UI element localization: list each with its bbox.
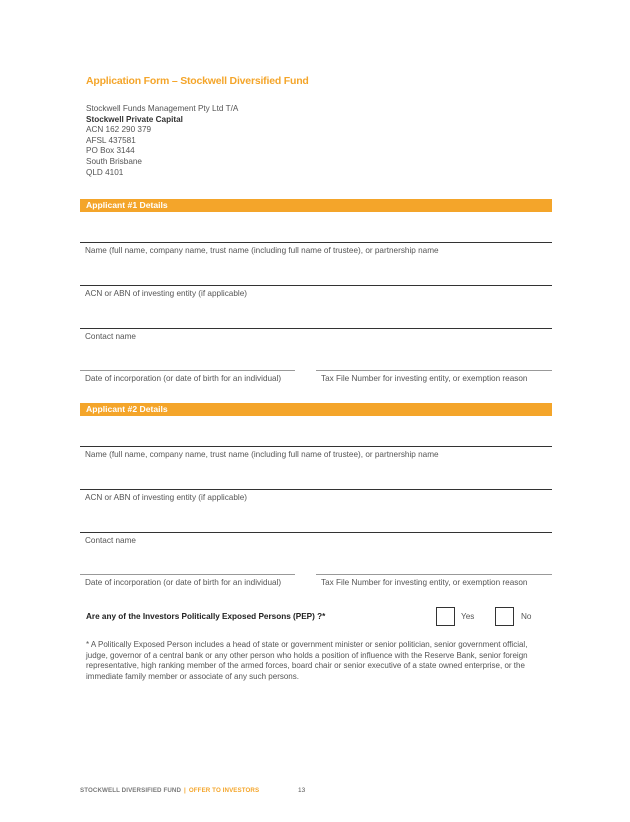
applicant-2-name-field[interactable] [80,446,552,477]
company-name: Stockwell Private Capital [86,114,183,124]
applicant-1-name-field[interactable] [80,242,552,273]
fund-address-block [86,104,238,178]
applicant-2-date-field[interactable] [80,574,295,593]
applicant-1-name-label: Name (full name, company name, trust name (including full name of trustee), or partnership name [85,246,439,255]
applicant-2-date-label: Date of incorporation (or date of birth for an individual) [85,578,282,587]
suburb: South Brisbane [86,156,142,166]
applicant-1-date-field[interactable] [80,370,295,389]
applicant-2-tfn-field[interactable] [316,574,552,593]
footer-separator: | [184,787,186,794]
afsl-number: AFSL 437581 [86,135,136,145]
footer-doc-name: OFFER TO INVESTORS [188,787,260,794]
pep-question: Are any of the Investors Politically Exposed Persons (PEP) ?* [86,612,326,621]
applicant-1-contact-field[interactable] [80,328,552,359]
form-title: Application Form – Stockwell Diversified Fund [86,75,309,87]
pep-yes-checkbox[interactable] [436,607,455,626]
applicant-2-acn-field[interactable] [80,489,552,520]
applicant-1-tfn-field[interactable] [316,370,552,389]
applicant-1-tfn-label: Tax File Number for investing entity, or exemption reason [321,374,528,383]
applicant-1-date-label: Date of incorporation (or date of birth for an individual) [85,374,282,383]
applicant-2-contact-field[interactable] [80,532,552,563]
pep-no-label: No [521,612,532,621]
applicant-2-name-label: Name (full name, company name, trust name (including full name of trustee), or partnership name [85,450,439,459]
applicant-1-contact-label: Contact name [85,332,136,341]
applicant-2-acn-label: ACN or ABN of investing entity (if applicable) [85,493,248,502]
applicant-2-contact-label: Contact name [85,536,136,545]
po-box: PO Box 3144 [86,146,135,156]
page-footer [80,787,259,794]
state-postcode: QLD 4101 [86,167,124,177]
acn-number: ACN 162 290 379 [86,125,152,135]
applicant-2-tfn-label: Tax File Number for investing entity, or exemption reason [321,578,528,587]
pep-yes-label: Yes [461,612,475,621]
applicant-1-acn-label: ACN or ABN of investing entity (if applicable) [85,289,248,298]
pep-no-checkbox[interactable] [495,607,514,626]
page-number: 13 [298,787,306,794]
applicant-1-heading: Applicant #1 Details [80,199,552,212]
pep-footnote: * A Politically Exposed Person includes a head of state or government minister or senior politician, senior government official, judge, governor of a central bank or any other person who holds a position of influence with the Reserve Bank, senior foreign representative, high ranking member of the armed forces, board chair or senior executive of a state owned enterprise, or the immediate family member or associate of any such persons. [86,640,528,681]
applicant-1-acn-field[interactable] [80,285,552,316]
address-line-1: Stockwell Funds Management Pty Ltd T/A [86,104,239,113]
footer-fund-name: STOCKWELL DIVERSIFIED FUND [80,787,182,794]
applicant-2-heading: Applicant #2 Details [80,403,552,416]
